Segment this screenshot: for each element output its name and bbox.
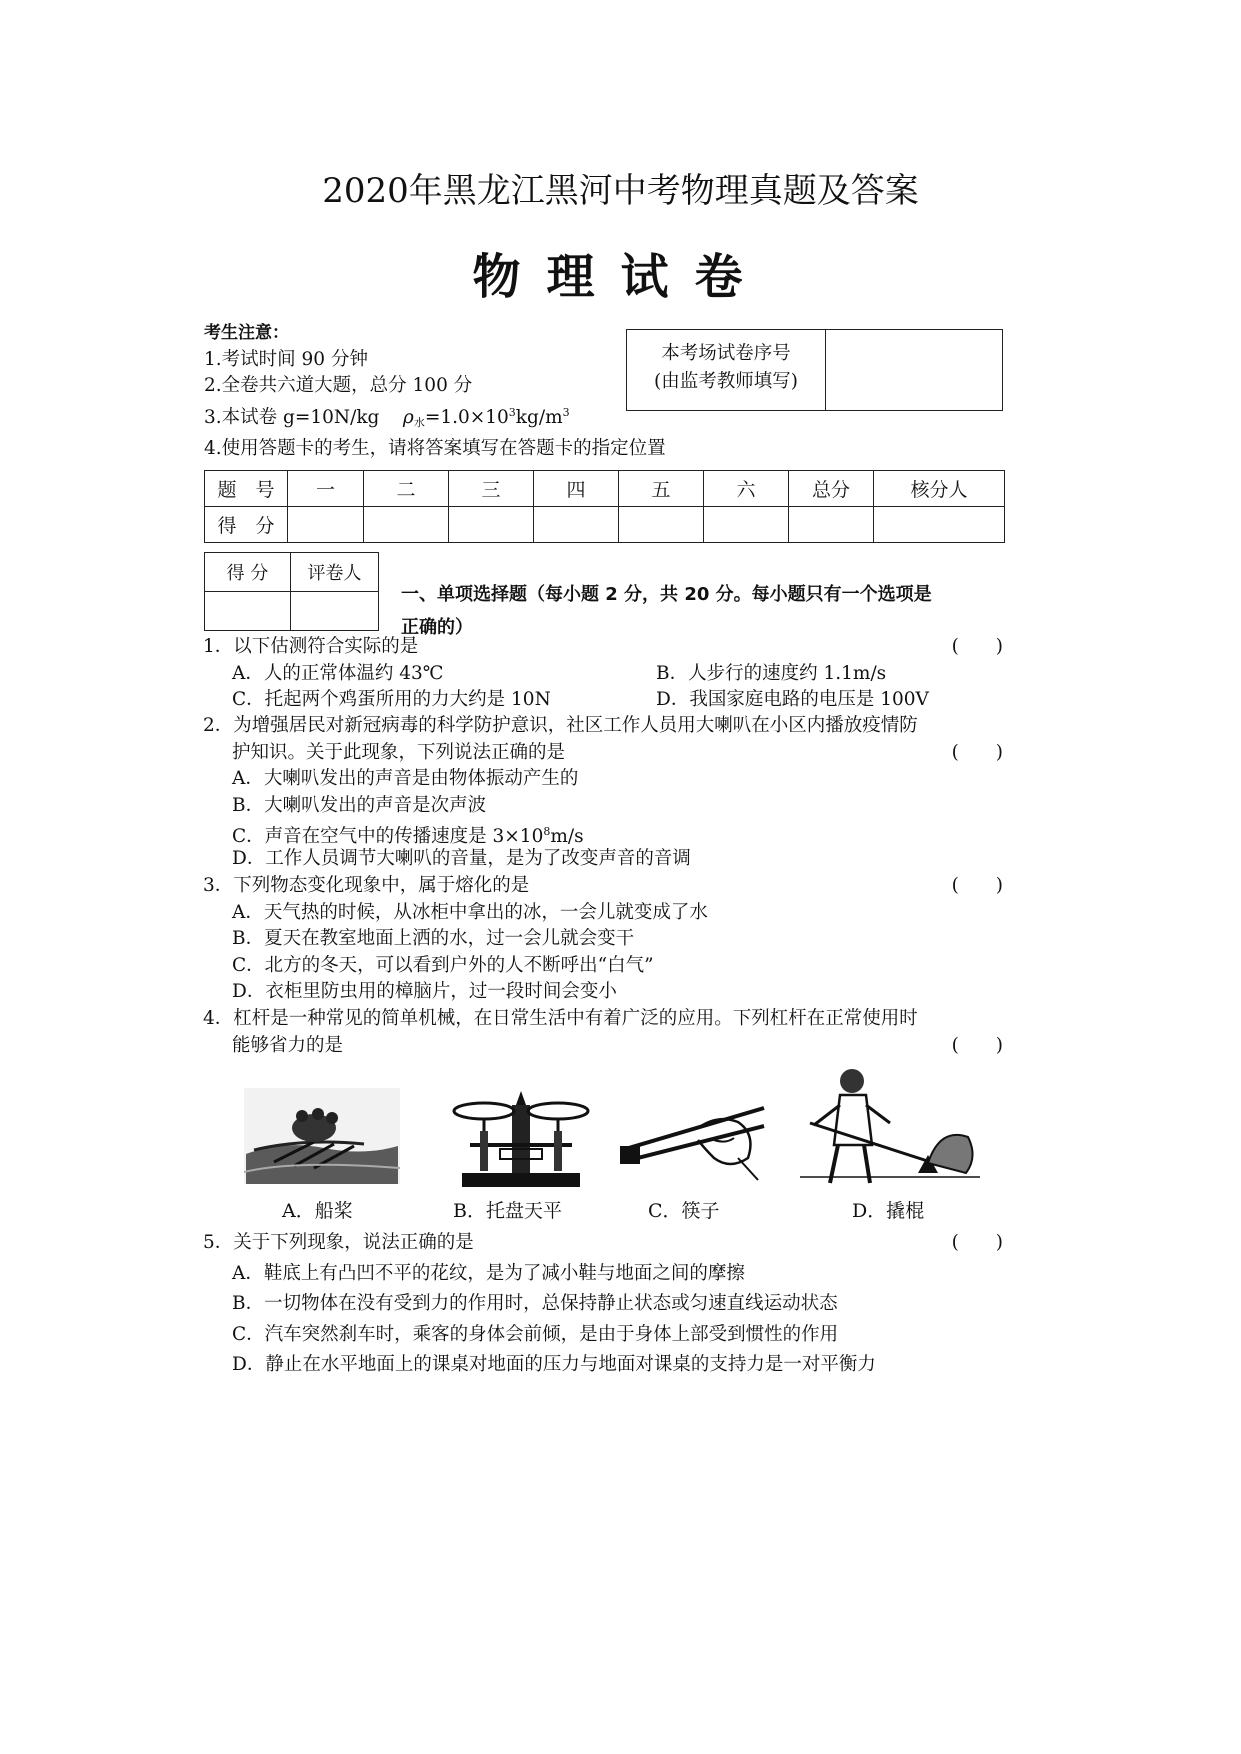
option-b: B．大喇叭发出的声音是次声波	[232, 794, 487, 816]
notice-heading: 考生注意：	[204, 323, 289, 343]
question-3	[203, 873, 1003, 1006]
column-header: 二	[364, 471, 449, 507]
question-4	[203, 1006, 1003, 1059]
score-table-header-row	[205, 471, 1005, 507]
question-stem: 4．杠杆是一种常见的简单机械，在日常生活中有着广泛的应用。下列杠杆在正常使用时	[203, 1008, 918, 1029]
option-d: D．衣柜里防虫用的樟脑片，过一段时间会变小	[232, 981, 617, 1002]
option-c: C．北方的冬天，可以看到户外的人不断呼出“白气”	[232, 954, 654, 976]
serial-number-label	[627, 330, 826, 410]
option-b: B．夏天在教室地面上洒的水，过一会儿就会变干	[232, 928, 635, 949]
column-header: 总分	[789, 471, 874, 507]
grader-score-label: 得 分	[205, 553, 291, 592]
score-cell[interactable]	[449, 507, 534, 543]
notice-item: 2.全卷共六道大题，总分 100 分	[204, 375, 473, 396]
option-d: D．我国家庭电路的电压是 100V	[656, 689, 929, 710]
answer-blank[interactable]: ( )	[951, 875, 1003, 896]
grader-name-label: 评卷人	[291, 553, 379, 592]
score-cell[interactable]	[789, 507, 874, 543]
column-header: 四	[534, 471, 619, 507]
column-header: 三	[449, 471, 534, 507]
answer-blank[interactable]: ( )	[951, 741, 1003, 763]
notice-item	[204, 400, 666, 437]
option-a: A．大喇叭发出的声音是由物体振动产生的	[232, 768, 579, 789]
rowing-oar-illustration	[244, 1088, 400, 1184]
column-header: 核分人	[874, 471, 1005, 507]
grader-box	[204, 552, 379, 631]
crowbar-illustration	[800, 1065, 980, 1187]
score-cell[interactable]	[704, 507, 789, 543]
column-header: 五	[619, 471, 704, 507]
section-heading-line2: 正确的）	[401, 617, 473, 638]
density-value: =1.0×10	[424, 406, 509, 428]
notice-item: 4.使用答题卡的考生，请将答案填写在答题卡的指定位置	[204, 438, 666, 459]
figure-caption-c: C．筷子	[648, 1200, 720, 1222]
tray-balance-illustration	[450, 1085, 592, 1193]
option-c: C．托起两个鸡蛋所用的力大约是 10N	[232, 689, 551, 710]
exam-notice	[204, 320, 666, 463]
answer-blank[interactable]: ( )	[951, 636, 1003, 657]
answer-blank[interactable]: ( )	[951, 1034, 1003, 1056]
option-b: B．人步行的速度约 1.1m/s	[656, 662, 887, 684]
notice-item: 1.考试时间 90 分钟	[204, 348, 368, 370]
figure-caption-a: A．船桨	[282, 1200, 353, 1222]
option-a: A．鞋底上有凸凹不平的花纹，是为了减小鞋与地面之间的摩擦	[232, 1262, 745, 1284]
question-stem: 2．为增强居民对新冠病毒的科学防护意识，社区工作人员用大喇叭在小区内播放疫情防	[203, 715, 918, 736]
row-label-score: 得 分	[205, 507, 288, 543]
figure-caption-b: B．托盘天平	[453, 1200, 562, 1222]
density-subscript: 水	[413, 415, 425, 429]
chopsticks-illustration	[618, 1100, 768, 1186]
serial-label-line2: (由监考教师填写)	[654, 371, 798, 392]
option-d: D．静止在水平地面上的课桌对地面的压力与地面对课桌的支持力是一对平衡力	[232, 1354, 876, 1375]
figure-caption-d: D．撬棍	[852, 1200, 925, 1222]
question-stem: 5．关于下列现象，说法正确的是	[203, 1232, 474, 1253]
option-c-unit: m/s	[550, 826, 584, 847]
column-header: 一	[288, 471, 364, 507]
question-stem-cont: 能够省力的是	[232, 1034, 344, 1056]
option-c-exponent: 8	[543, 825, 551, 838]
grader-name-cell[interactable]	[291, 592, 379, 631]
question-2	[203, 713, 1003, 872]
answer-blank[interactable]: ( )	[951, 1232, 1003, 1253]
score-cell[interactable]	[619, 507, 704, 543]
score-cell[interactable]	[288, 507, 364, 543]
option-b: B．一切物体在没有受到力的作用时，总保持静止状态或匀速直线运动状态	[232, 1293, 838, 1314]
notice-item-text: 3.本试卷 g=10N/kg	[204, 406, 380, 428]
question-stem-cont: 护知识。关于此现象，下列说法正确的是	[232, 741, 566, 763]
option-c-text: C．声音在空气中的传播速度是 3×10	[232, 826, 544, 847]
row-label-question-number: 题 号	[205, 471, 288, 507]
option-d: D．工作人员调节大喇叭的音量，是为了改变声音的音调	[232, 847, 691, 869]
density-unit: kg/m	[515, 406, 563, 428]
option-a: A．人的正常体温约 43℃	[232, 662, 444, 684]
density-symbol: ρ	[402, 406, 414, 428]
score-cell[interactable]	[534, 507, 619, 543]
question-1	[203, 634, 1003, 714]
score-cell[interactable]	[364, 507, 449, 543]
density-exponent: 3	[508, 405, 516, 419]
question-stem: 3．下列物态变化现象中，属于熔化的是	[203, 875, 530, 896]
column-header: 六	[704, 471, 789, 507]
serial-number-box	[626, 329, 1003, 411]
serial-number-field[interactable]	[826, 330, 1002, 410]
serial-label-line1: 本考场试卷序号	[661, 343, 791, 364]
score-table-score-row	[205, 507, 1005, 543]
option-a: A．天气热的时候，从冰柜中拿出的冰，一会儿就变成了水	[232, 901, 708, 923]
option-c: C．汽车突然刹车时，乘客的身体会前倾，是由于身体上部受到惯性的作用	[232, 1323, 839, 1345]
question-stem: 1．以下估测符合实际的是	[203, 636, 419, 657]
section-heading-line1: 一、单项选择题（每小题 2 分，共 20 分。每小题只有一个选项是	[401, 584, 932, 605]
score-table	[204, 470, 1005, 543]
score-cell[interactable]	[874, 507, 1005, 543]
density-unit-exponent: 3	[562, 405, 570, 419]
option-c	[203, 819, 1003, 846]
grader-score-cell[interactable]	[205, 592, 291, 631]
paper-title: 物理试卷	[472, 249, 769, 305]
document-title: 2020年黑龙江黑河中考物理真题及答案	[322, 171, 919, 211]
question-5	[203, 1230, 1003, 1379]
